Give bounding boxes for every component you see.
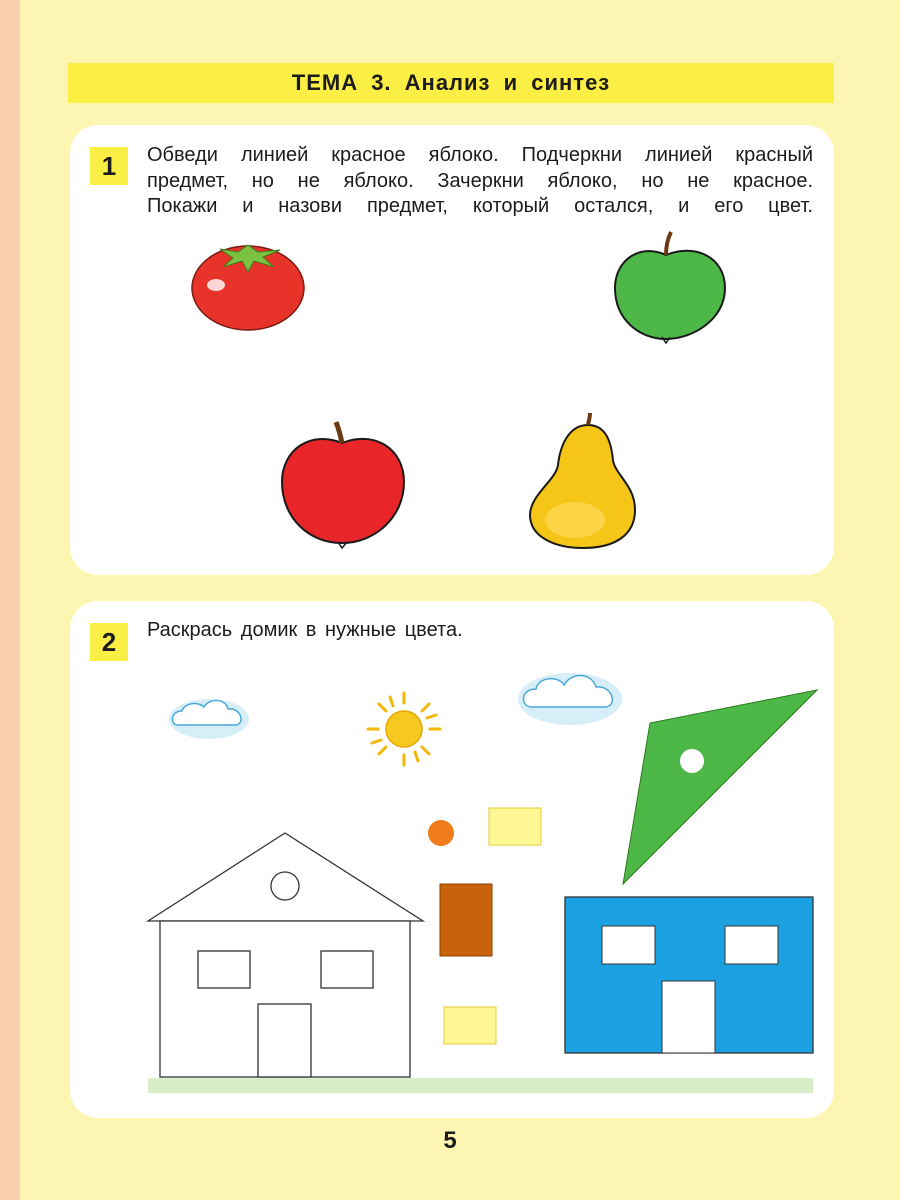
task-1-pictures — [70, 125, 834, 575]
sun-icon — [368, 693, 440, 765]
orange-circle-piece — [428, 820, 454, 846]
task-1-line: предмет, но не яблоко. Зачеркни яблоко, но не красное. — [147, 169, 813, 192]
tomato-image — [192, 245, 304, 330]
task-1-line: Обведи линией красное яблоко. Подчеркни линией красный — [147, 144, 813, 166]
red-apple-image — [282, 422, 404, 548]
task-number-1: 1 — [90, 147, 128, 185]
task-number-2: 2 — [90, 623, 128, 661]
blue-house — [565, 897, 813, 1053]
task-1-line: Покажи и назови предмет, который остался, и его цвет. — [147, 195, 813, 217]
pear-image — [530, 413, 635, 548]
task-2-line: Раскрась домик в нужные цвета. — [147, 619, 463, 641]
green-triangle-piece — [623, 690, 817, 884]
green-apple-image — [615, 232, 725, 343]
page-number: 5 — [443, 1127, 457, 1154]
ground-strip — [148, 1078, 813, 1093]
cloud-icon — [518, 673, 622, 725]
topic-title: ТЕМА 3. Анализ и синтез — [68, 63, 834, 103]
yellow-window-piece — [444, 1007, 496, 1044]
task-2-card — [70, 601, 834, 1118]
task-2-pictures — [70, 601, 834, 1118]
cloud-icon — [169, 699, 249, 739]
yellow-window-piece — [489, 808, 541, 845]
brown-door-piece — [440, 884, 492, 956]
task-1-card — [70, 125, 834, 575]
page-edge-stripe — [0, 0, 20, 1200]
outline-house — [148, 833, 423, 1077]
